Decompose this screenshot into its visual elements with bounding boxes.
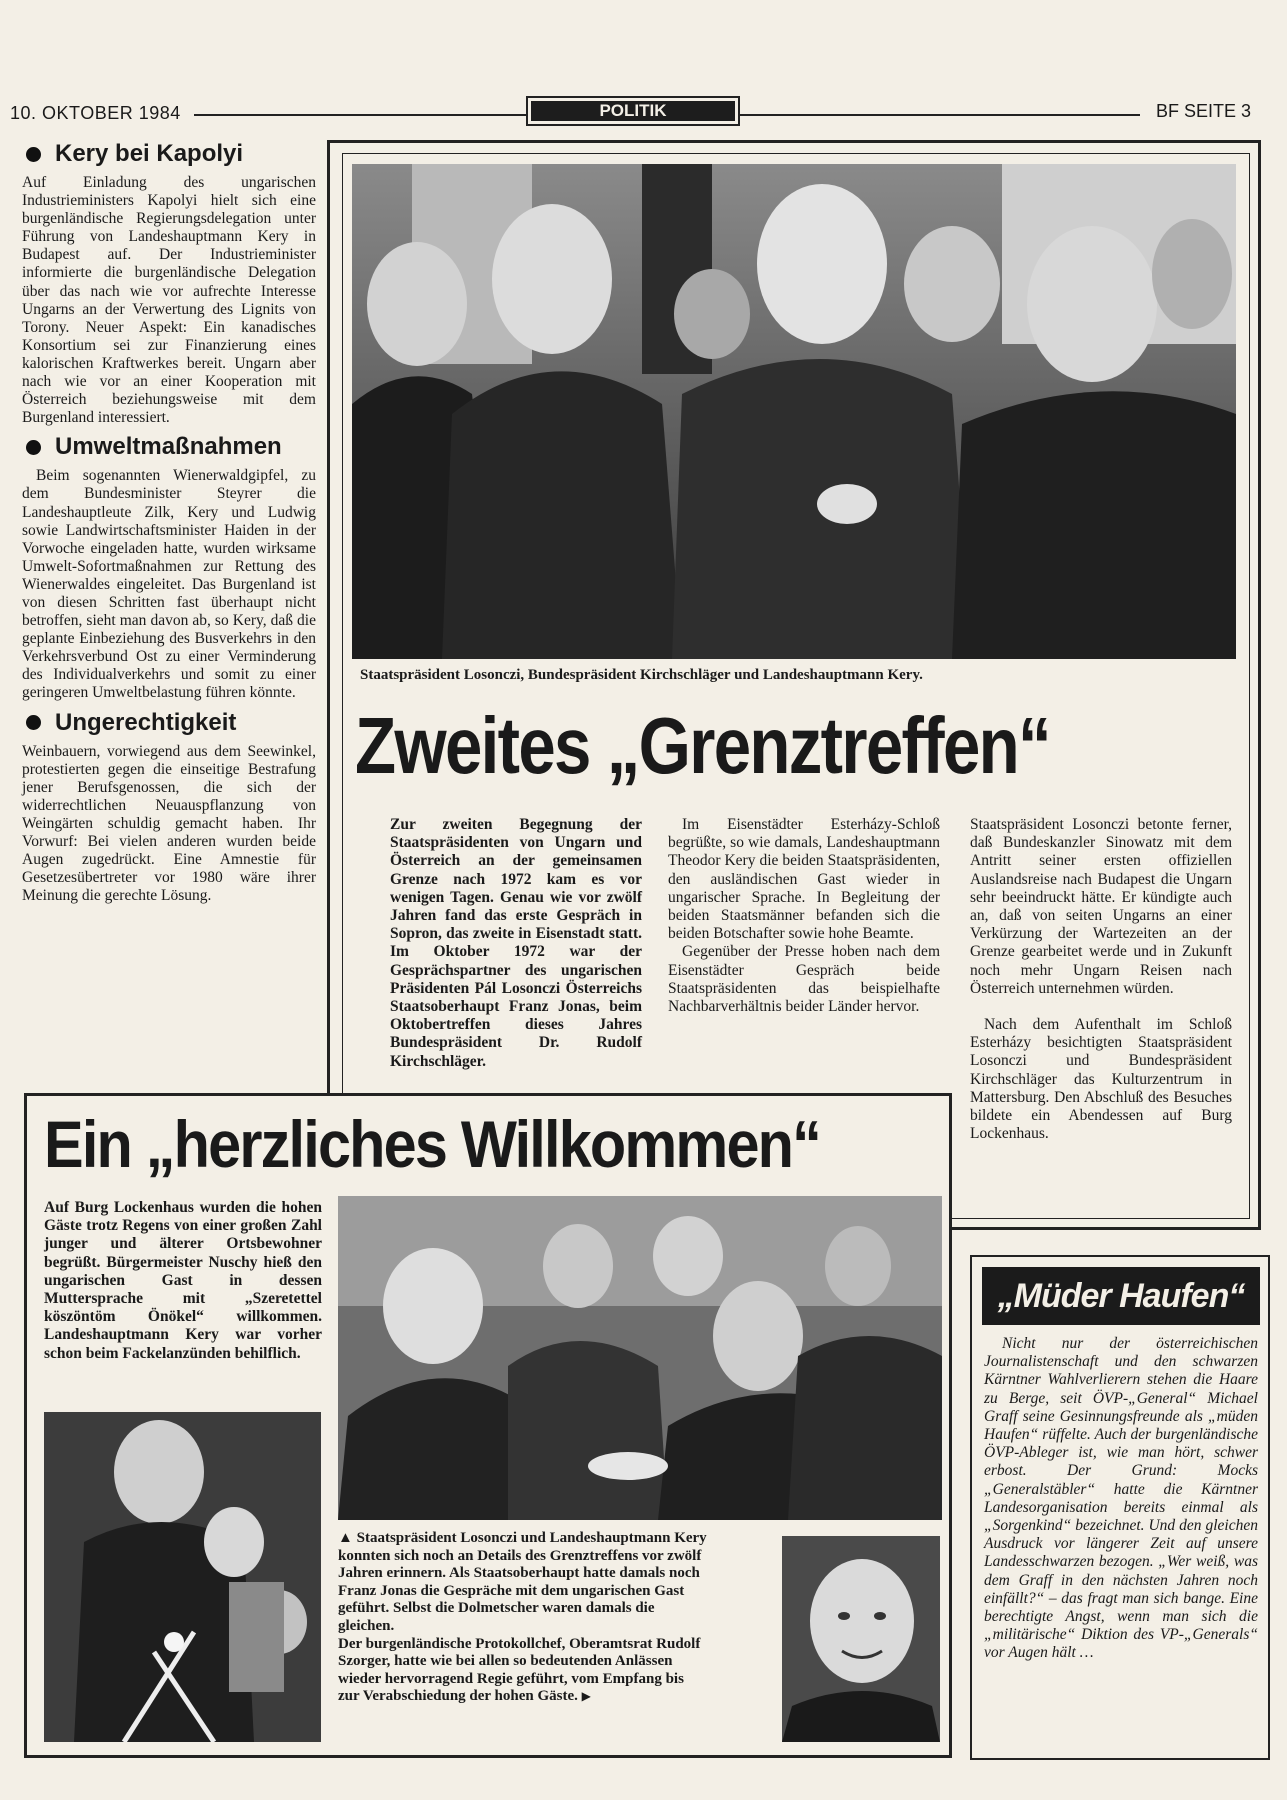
- page-number: BF SEITE 3: [1155, 101, 1251, 121]
- top-photo: [352, 164, 1236, 659]
- section-heading: [22, 709, 316, 737]
- section-label: POLITIK: [531, 101, 735, 121]
- section-heading: [22, 433, 316, 461]
- bullet-icon: [26, 715, 41, 730]
- section-text: Weinbauern, vorwiegend aus dem Seewinkel, protestierten gegen die einseitige Bestrafung jener Berufsgenossen, die sich der widerrechtlichen Neuauspflanzung von Weingärten schuldig gemacht haben. Ihr Vorwurf: Bei vielen anderen wurden beide Augen zugedrückt. Eine Amnestie für Gesetzesübertreter vor 1980 wäre ihrer Meinung die gerechte Lösung.: [22, 742, 316, 905]
- article-paragraph: Zur zweiten Begegnung der Staatspräsidenten von Ungarn und Österreich an der gemeinsamen Grenze nach 1972 kam es vor wenigen Tagen. Genau wie vor zwölf Jahren fand das erste Gespräch in Sopron, das zweite in Eisenstadt statt. Im Oktober 1972 war der Gesprächspartner des ungarischen Präsidenten Pál Losonczi Österreichs Staatsoberhaupt Franz Jonas, beim Oktobertreffen dieses Jahres Bundespräsident Dr. Rudolf Kirchschläger.: [390, 816, 642, 1070]
- article-paragraph: Staatspräsident Losonczi betonte ferner, daß Bundeskanzler Sinowatz mit dem Antritt seiner ersten offiziellen Auslandsreise nach Budapest die Ungarn sehr beeindruckt hätte. Er kündigte auch an, daß von seiten Ungarns an einer Verkürzung der Wartezeiten an der Grenze gearbeitet werde und in Zukunft noch mehr Ungarn Reisen nach Österreich unternehmen würden.: [970, 816, 1232, 997]
- caption-marker-icon: ▲: [338, 1530, 353, 1546]
- sidebar-text: Nicht nur der österreichischen Journalistenschaft und den schwarzen Kärntner Wahlverlierern stehen die Haare zu Berge, seit ÖVP-„General“ Michael Graff seine Gesinnungsfreunde als „müden Haufen“ rüffelte. Auch der burgenländische ÖVP-Ableger ist, wie man hört, schwer erbost. Der Grund: Mocks „Generalstäbler“ hatte die Kärntner Landesorganisation bereits einmal als „Sorgenkind“ bezeichnet. Und den gleichen Ausdruck vor längerer Zeit auf unsere Landesschwarzen bezogen. „Wer weiß, was dem Graff in den nächsten Jahren noch einfällt?“ – das fragt man sich bange. Eine berechtigte Angst, wenn man sich die „militärische“ Diktion des VP-„Generals“ vor Augen hält …: [984, 1335, 1258, 1662]
- issue-date: 10. OKTOBER 1984: [10, 103, 181, 123]
- torch-photo: [44, 1412, 321, 1742]
- portrait-photo-image: [782, 1536, 940, 1742]
- second-article-caption: [338, 1530, 708, 1706]
- caption-paragraph: [338, 1530, 708, 1636]
- main-article-col1: [390, 816, 642, 1071]
- section-heading: [22, 140, 316, 168]
- section-title: Umweltmaßnahmen: [55, 433, 282, 461]
- portrait-photo: [782, 1536, 940, 1742]
- section-text: Beim sogenannten Wienerwaldgipfel, zu dem Bundesminister Steyrer die Landeshauptleute Zilk, Kery und Ludwig sowie Landwirtschaftsminister Haiden in der Vorwoche eingeladen hatte, wurden wirksame Umwelt-Sofortmaßnahmen zur Rettung des Wienerwaldes eingeleitet. Das Burgenland ist von diesen Schritten fast überhaupt nicht betroffen, sieht man davon ab, so Kery, daß die geplante Einbeziehung des Busverkehrs in den Verkehrsverbund Ost zu einer Verminderung des Individualverkehrs und somit zu einer geringeren Umweltbelastung führen könnte.: [22, 467, 316, 702]
- caption-paragraph: [338, 1636, 708, 1706]
- second-article-intro: [44, 1199, 322, 1363]
- article-paragraph: Gegenüber der Presse hoben nach dem Eisenstädter Gespräch beide Staatspräsidenten das beispielhafte Nachbarverhältnis beider Länder hervor.: [668, 943, 940, 1016]
- main-article-col3: [970, 816, 1232, 1143]
- greeting-photo: [338, 1196, 942, 1520]
- header-rule-right: [740, 114, 1140, 116]
- sidebar-headline: „Müder Haufen“: [982, 1267, 1260, 1325]
- main-headline: Zweites „Grenztreffen“: [355, 701, 1050, 790]
- bullet-icon: [26, 147, 41, 162]
- caption-text: Staatspräsident Losonczi und Landeshauptmann Kery konnten sich noch an Details des Grenztreffens vor zwölf Jahren erinnern. Als Staatsoberhaupt hatte damals noch Franz Jonas die Gespräche mit dem ungarischen Gast geführt. Selbst die Dolmetscher waren damals die gleichen.: [338, 1530, 707, 1634]
- sidebar-body: [984, 1335, 1258, 1663]
- main-article-col2: [668, 816, 940, 1016]
- section-title: Kery bei Kapolyi: [55, 140, 244, 167]
- top-photo-image: [352, 164, 1236, 659]
- section-label-box: [526, 96, 740, 126]
- caption-text: Der burgenländische Protokollchef, Oberamtsrat Rudolf Szorger, hatte wie bei allen so bedeutenden Anlässen wieder hervorragend Regie geführt, vom Empfang bis zur Verabschiedung der hohen Gäste.: [338, 1635, 701, 1705]
- torch-photo-image: [44, 1412, 321, 1742]
- greeting-photo-image: [338, 1196, 942, 1520]
- bullet-icon: [26, 440, 41, 455]
- continue-arrow-icon: ▶: [581, 1689, 591, 1704]
- section-text: Auf Einladung des ungarischen Industrieministers Kapolyi hielt sich eine burgenländische Regierungsdelegation unter Führung von Landeshauptmann Kery in Budapest auf. Der Industrieminister informierte die burgenländische Delegation über das nach wie vor aufrechte Interesse Ungarns an der Verwertung des Lignits von Torony. Neuer Aspekt: Ein kanadisches Konsortium sei zur Finanzierung eines kalorischen Kraftwerkes bereit. Ungarn aber nach wie vor an einer Kooperation mit Österreich beziehungsweise mit dem Burgenland interessiert.: [22, 174, 316, 427]
- top-photo-caption: Staatspräsident Losonczi, Bundespräsident Kirchschläger und Landeshauptmann Kery.: [360, 667, 923, 683]
- sidebar-box: [970, 1255, 1270, 1760]
- article-paragraph: Nach dem Aufenthalt im Schloß Esterházy besichtigten Staatspräsident Losonczi und Bundespräsident Kirchschläger das Kulturzentrum in Mattersburg. Den Abschluß des Besuches bildete ein Abendessen auf Burg Lockenhaus.: [970, 1016, 1232, 1143]
- header-rule-left: [194, 114, 526, 116]
- left-column: [22, 140, 316, 911]
- section-title: Ungerechtigkeit: [55, 708, 237, 736]
- article-paragraph: Im Eisenstädter Esterházy-Schloß begrüßte, so wie damals, Landeshauptmann Theodor Kery die beiden Staatspräsidenten, den ausländischen Gast wieder in ungarischer Sprache. In Begleitung der beiden Staatsmänner befanden sich die beiden Botschafter sowie hohe Beamte.: [668, 816, 940, 943]
- article-paragraph: Auf Burg Lockenhaus wurden die hohen Gäste trotz Regens von einer großen Zahl junger und älterer Ortsbewohner begrüßt. Bürgermeister Nuschy hieß den ungarischen Gast in dessen Muttersprache mit „Szeretettel köszöntöm Önökel“ willkommen. Landeshauptmann Kery war vorher schon beim Fackelanzünden behilflich.: [44, 1199, 322, 1362]
- second-headline: Ein „herzliches Willkommen“: [44, 1107, 821, 1181]
